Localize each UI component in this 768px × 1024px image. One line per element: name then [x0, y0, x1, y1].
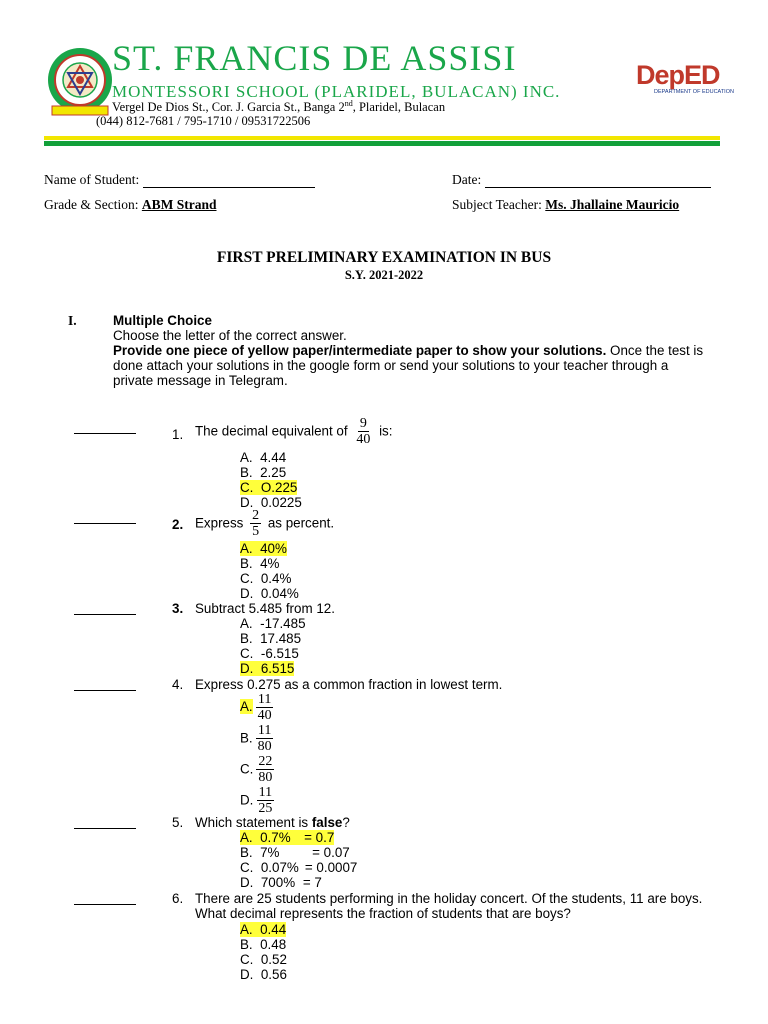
option-b[interactable]: B. 17.485: [240, 631, 302, 646]
school-phone: (044) 812-7681 / 795-1710 / 09531722506: [96, 114, 311, 128]
address-text-end: , Plaridel, Bulacan: [352, 100, 446, 115]
student-name-field: [44, 172, 315, 188]
option-a[interactable]: A. 4.44: [240, 450, 287, 465]
school-address: [112, 99, 445, 115]
section-note-line1: [113, 343, 703, 358]
date-blank[interactable]: [485, 175, 711, 188]
fraction-11-80: $\frac{11}{80}$: [257, 723, 272, 755]
school-seal-logo: [42, 44, 118, 120]
teacher-label: Subject Teacher:: [452, 197, 542, 212]
fraction-11-25: $\frac{11}{25}$: [258, 785, 273, 817]
school-name: ST. FRANCIS DE ASSISI: [112, 38, 517, 78]
question-number: 6.: [172, 891, 184, 906]
answer-blank-5[interactable]: [74, 828, 136, 829]
option-c[interactable]: C. 0.07% = 0.0007: [240, 860, 358, 875]
option-a-highlighted[interactable]: A. 40%: [240, 541, 287, 556]
note-bold: Provide one piece of yellow paper/intermediate paper to show your solutions.: [113, 343, 607, 358]
teacher-field: [452, 197, 679, 213]
option-d[interactable]: D. 0.04%: [240, 586, 299, 601]
teacher-value: Ms. Jhallaine Mauricio: [545, 197, 680, 212]
date-field: [452, 172, 711, 188]
date-label: Date:: [452, 172, 482, 187]
question-6-text-line1: There are 25 students performing in the holiday concert. Of the students, 11 are boys.: [195, 891, 703, 906]
address-text: Vergel De Dios St., Cor. J. Garcia St., Banga 2: [112, 100, 345, 115]
option-c[interactable]: C. 0.52: [240, 952, 287, 967]
option-d-highlighted[interactable]: D. 6.515: [240, 661, 295, 676]
note-text: Once the test is: [606, 343, 704, 358]
option-c[interactable]: C. -6.515: [240, 646, 299, 661]
question-number: 2.: [172, 517, 184, 532]
section-number: I.: [68, 313, 77, 328]
section-note-line3: private message in Telegram.: [113, 373, 288, 388]
fraction-numerator: 9: [359, 416, 367, 431]
question-text: The decimal equivalent of: [195, 423, 348, 439]
fraction-22-80: $\frac{22}{80}$: [258, 754, 273, 786]
school-subtitle: MONTESSORI SCHOOL (PLARIDEL, BULACAN) INC.: [112, 82, 561, 101]
question-number: 4.: [172, 677, 184, 692]
fraction-2-5: [250, 508, 261, 540]
option-a-highlighted[interactable]: A. 0.7% = 0.7: [240, 830, 335, 845]
option-b[interactable]: B. 7% = 0.07: [240, 845, 350, 860]
option-a-highlighted[interactable]: A. 0.44: [240, 922, 287, 937]
question-3-text: Subtract 5.485 from 12.: [195, 601, 335, 616]
question-number: 3.: [172, 601, 184, 616]
option-b[interactable]: B. $\frac{11}{80}$: [240, 723, 272, 755]
question-4-text: Express 0.275 as a common fraction in lowest term.: [195, 677, 503, 692]
option-b[interactable]: B. 2.25: [240, 465, 287, 480]
name-label: Name of Student:: [44, 172, 140, 187]
question-1-text: [195, 416, 392, 448]
option-a[interactable]: A. -17.485: [240, 616, 306, 631]
section-instruction: Choose the letter of the correct answer.: [113, 328, 347, 343]
answer-blank-1[interactable]: [74, 433, 136, 434]
deped-logo-text: DepED: [636, 60, 720, 90]
grade-value: ABM Strand: [141, 197, 217, 212]
school-year: S.Y. 2021-2022: [344, 268, 424, 282]
question-5-text: Which statement is false?: [195, 815, 350, 830]
section-title: Multiple Choice: [113, 313, 212, 328]
section-note-line2: done attach your solutions in the google form or send your solutions to your teacher through a: [113, 358, 669, 373]
fraction-11-40: $\frac{11}{40}$: [257, 692, 272, 724]
option-b[interactable]: B. 4%: [240, 556, 280, 571]
option-c-highlighted[interactable]: C. O.225: [240, 480, 298, 495]
fraction-numerator: 2: [252, 508, 260, 523]
question-2-text: [195, 508, 334, 540]
option-d[interactable]: D. 700% = 7: [240, 875, 322, 890]
option-c[interactable]: C. $\frac{22}{80}$: [240, 754, 273, 786]
address-sup: nd: [344, 99, 353, 108]
fraction-denominator: 5: [252, 524, 260, 540]
deped-caption: DEPARTMENT OF EDUCATION: [654, 89, 734, 95]
option-d[interactable]: D. 0.0225: [240, 495, 302, 510]
option-a-highlighted[interactable]: A. $\frac{11}{40}$: [240, 692, 272, 724]
answer-blank-6[interactable]: [74, 904, 136, 905]
exam-title: FIRST PRELIMINARY EXAMINATION IN BUS: [216, 249, 552, 266]
answer-blank-3[interactable]: [74, 614, 136, 615]
fraction-9-40: [354, 416, 372, 448]
grade-label: Grade & Section:: [44, 197, 139, 212]
answer-blank-2[interactable]: [74, 523, 136, 524]
question-6-text-line2: What decimal represents the fraction of students that are boys?: [195, 906, 571, 921]
question-text-end: as percent.: [267, 515, 335, 531]
fraction-denominator: 40: [356, 432, 371, 448]
option-d[interactable]: D. 0.56: [240, 967, 287, 982]
question-number: 1.: [172, 427, 184, 442]
grade-section-field: [44, 197, 217, 213]
option-d[interactable]: D. $\frac{11}{25}$: [240, 785, 273, 817]
name-blank[interactable]: [143, 175, 315, 188]
question-text: Express: [195, 515, 244, 531]
question-number: 5.: [172, 815, 184, 830]
option-b[interactable]: B. 0.48: [240, 937, 287, 952]
header-green-rule: [44, 141, 720, 146]
option-c[interactable]: C. 0.4%: [240, 571, 292, 586]
header-yellow-rule: [44, 136, 720, 140]
answer-blank-4[interactable]: [74, 690, 136, 691]
deped-logo: [636, 60, 734, 104]
question-text-end: is:: [379, 423, 393, 439]
